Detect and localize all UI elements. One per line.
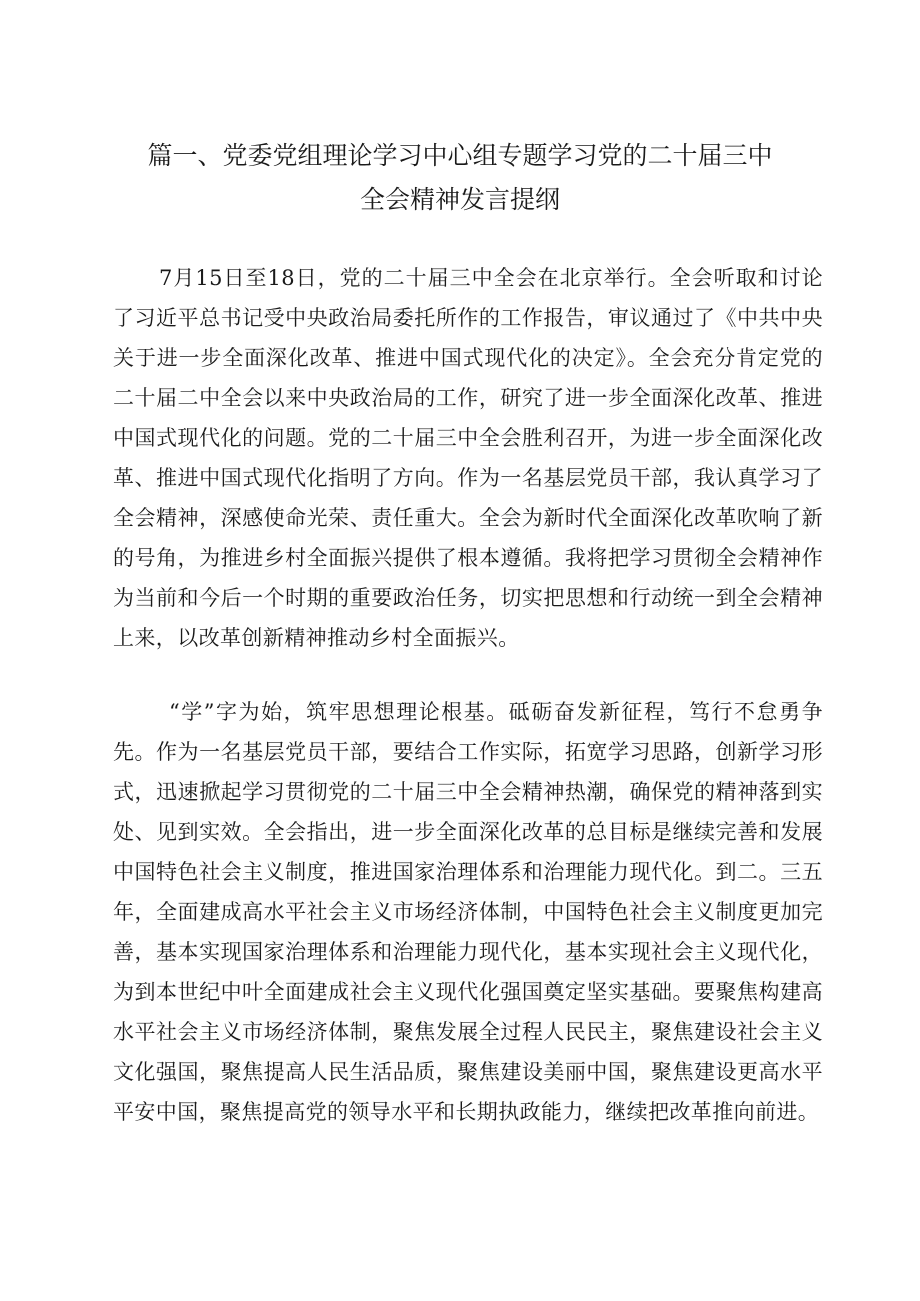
body-paragraph-2: “学”字为始，筑牢思想理论根基。砥砺奋发新征程，笃行不怠勇争先。作为一名基层党员干部，要结合工作实际，拓宽学习思路，创新学习形式，迅速掀起学习贯彻党的二十届三中全会精神热潮，确保党的精神落到实处、见到实效。全会指出，进一步全面深化改革的总目标是继续完善和发展中国特色社会主义制度，推进国家治理体系和治理能力现代化。到二。三五年，全面建成高水平社会主义市场经济体制，中国特色社会主义制度更加完善，基本实现国家治理体系和治理能力现代化，基本实现社会主义现代化，为到本世纪中叶全面建成社会主义现代化强国奠定坚实基础。要聚焦构建高水平社会主义市场经济体制，聚焦发展全过程人民民主，聚焦建设社会主义文化强国，聚焦提高人民生活品质，聚焦建设美丽中国，聚焦建设更高水平平安中国，聚焦提高党的领导水平和长期执政能力，继续把改革推向前进。 (113, 700, 823, 1124)
document-title-line-2: 全会精神发言提纲 (359, 185, 560, 214)
document-title-line-1: 篇一、党委党组理论学习中心组专题学习党的二十届三中 (147, 141, 773, 170)
body-paragraph-1: 7月15日至18日，党的二十届三中全会在北京举行。全会听取和讨论了习近平总书记受中央政治局委托所作的工作报告，审议通过了《中共中央关于进一步全面深化改革、推进中国式现代化的决定》。全会充分肯定党的二十届二中全会以来中央政治局的工作，研究了进一步全面深化改革、推进中国式现代化的问题。党的二十届三中全会胜利召开，为进一步全面深化改革、推进中国式现代化指明了方向。作为一名基层党员干部，我认真学习了全会精神，深感使命光荣、责任重大。全会为新时代全面深化改革吹响了新的号角，为推进乡村全面振兴提供了根本遵循。我将把学习贯彻全会精神作为当前和今后一个时期的重要政治任务，切实把思想和行动统一到全会精神上来，以改革创新精神推动乡村全面振兴。 (113, 266, 823, 650)
